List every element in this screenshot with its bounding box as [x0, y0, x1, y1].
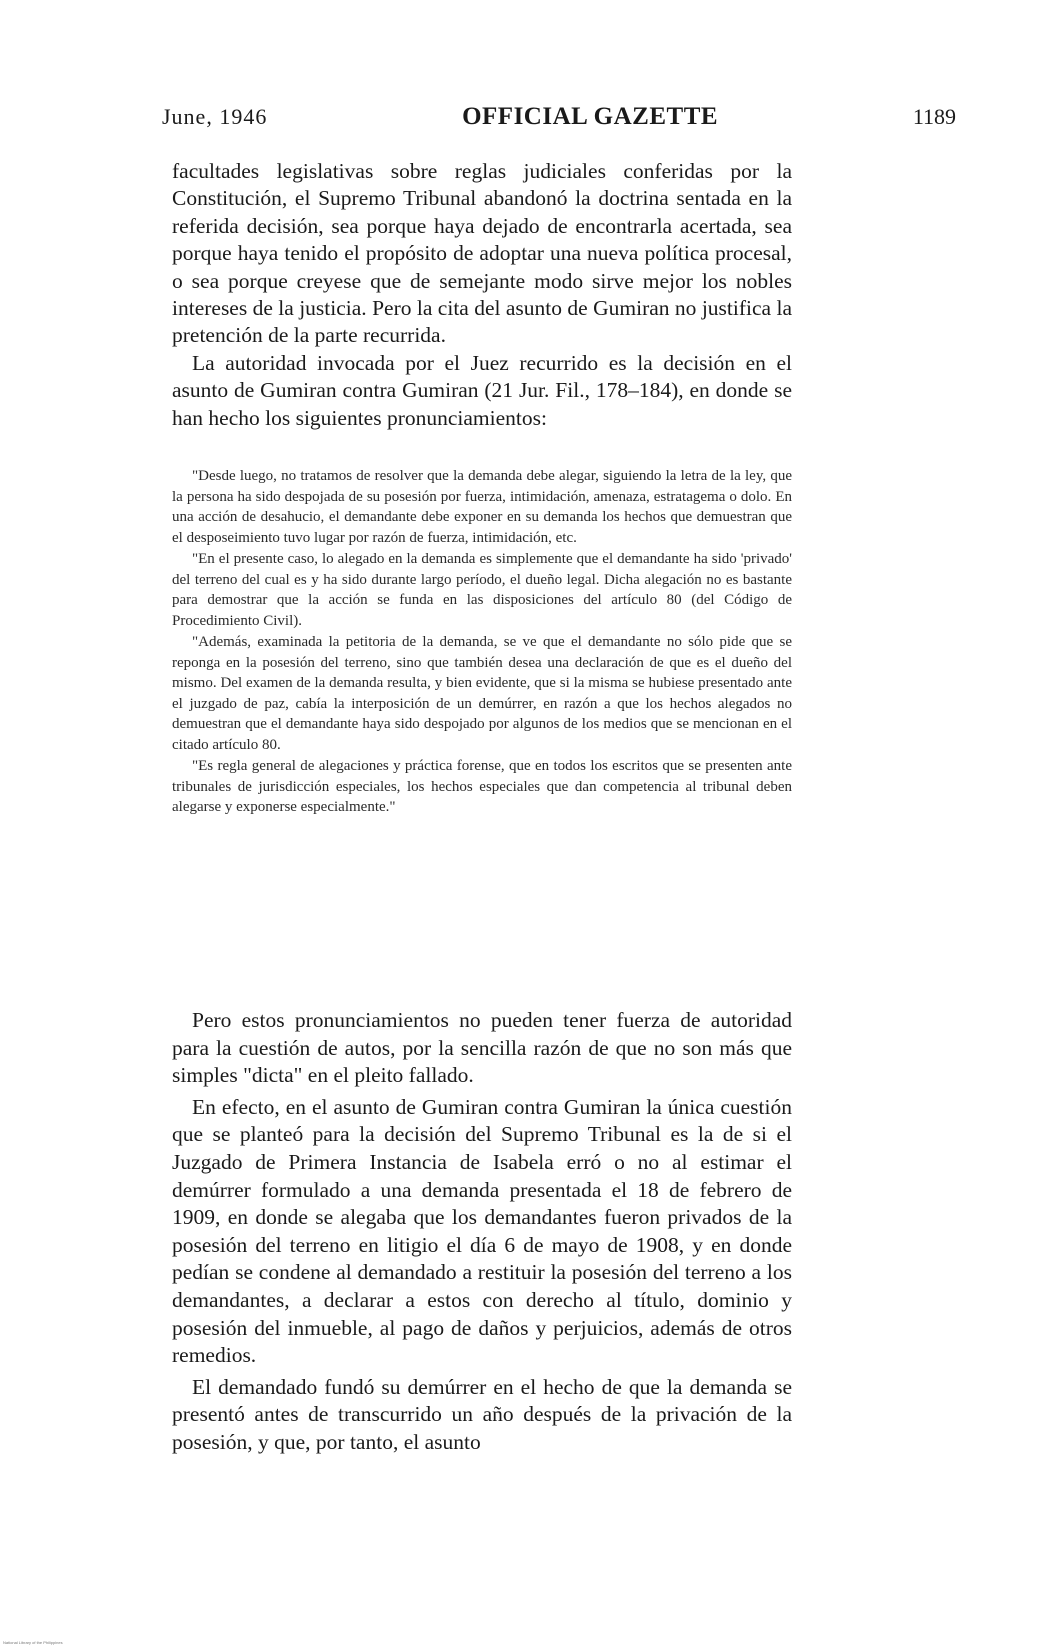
quote-paragraph: "En el presente caso, lo alegado en la demanda es simplemente que el demandante ha sido 'privado' del terreno del cual es y ha sido durante largo período, el dueño legal. Dicha alegación no es bastante para demostrar que la acción se funda en las disposiciones del artículo 80 (del Código de Procedimiento Civil).: [172, 551, 792, 629]
paragraph: La autoridad invocada por el Juez recurrido es la decisión en el asunto de Gumiran contra Gumiran (21 Jur. Fil., 178–184), en donde se han hecho los siguientes pronunciamientos:: [172, 350, 792, 430]
header-title: OFFICIAL GAZETTE: [462, 103, 719, 130]
block-quote: [172, 466, 792, 819]
body-text-top: [172, 158, 792, 432]
scan-footer-note: National Library of the Philippines: [3, 1640, 63, 1645]
page-number: 1189: [912, 104, 956, 129]
body-text-bottom: [172, 1007, 792, 1461]
header-date: June, 1946: [162, 104, 268, 129]
paragraph: El demandado fundó su demúrrer en el hecho de que la demanda se presentó antes de transcurrido un año después de la privación de la posesión, y que, por tanto, el asunto: [172, 1374, 792, 1454]
paragraph: En efecto, en el asunto de Gumiran contra Gumiran la única cuestión que se planteó para la decisión del Supremo Tribunal es la de si el Juzgado de Primera Instancia de Isabela erró o no al estimar el demúrrer formulado a una demanda presentada el 18 de febrero de 1909, en donde se alegaba que los demandantes fueron privados de la posesión del terreno en litigio el día 6 de mayo de 1908, y en donde pedían se condene al demandado a restituir la posesión del terreno a los demandantes, a declarar a estos con derecho al título, dominio y posesión del inmueble, al pago de daños y perjuicios, además de otros remedios.: [172, 1094, 792, 1368]
quote-paragraph: "Es regla general de alegaciones y práctica forense, que en todos los escritos que se presenten ante tribunales de jurisdicción especiales, los hechos especiales que dan competencia al tribunal deben alegarse y exponerse especialmente.": [172, 758, 792, 815]
page-header: [162, 103, 956, 139]
quote-paragraph: "Además, examinada la petitoria de la demanda, se ve que el demandante no sólo pide que se reponga en la posesión del terreno, sino que también desea una declaración de que es el dueño del mismo. Del examen de la demanda resulta, y bien evidente, que si la misma se hubiese presentado ante el juzgado de paz, cabía la interposición de un demúrrer, en razón a que los hechos alegados no demuestran que el demandante haya sido despojado por algunos de los medios que se mencionan en el citado artículo 80.: [172, 634, 792, 753]
paragraph: Pero estos pronunciamientos no pueden tener fuerza de autoridad para la cuestión de autos, por la sencilla razón de que no son más que simples "dicta" en el pleito fallado.: [172, 1008, 792, 1088]
paragraph: facultades legislativas sobre reglas judiciales conferidas por la Constitución, el Supremo Tribunal abandonó la doctrina sentada en la referida decisión, sea porque haya dejado de encontrarla acertada, sea porque haya tenido el propósito de adoptar una nueva política procesal, o sea porque creyese que de semejante modo sirve mejor los nobles intereses de la justicia. Pero la cita del asunto de Gumiran no justifica la pretención de la parte recurrida.: [172, 159, 792, 348]
quote-paragraph: "Desde luego, no tratamos de resolver que la demanda debe alegar, siguiendo la letra de la ley, que la persona ha sido despojada de su posesión por fuerza, intimidación, amenaza, estratagema o dolo. En una acción de desahucio, el demandante debe exponer en su demanda los hechos que demuestran que el desposeimiento tuvo lugar por razón de fuerza, intimidación, etc.: [172, 468, 792, 546]
